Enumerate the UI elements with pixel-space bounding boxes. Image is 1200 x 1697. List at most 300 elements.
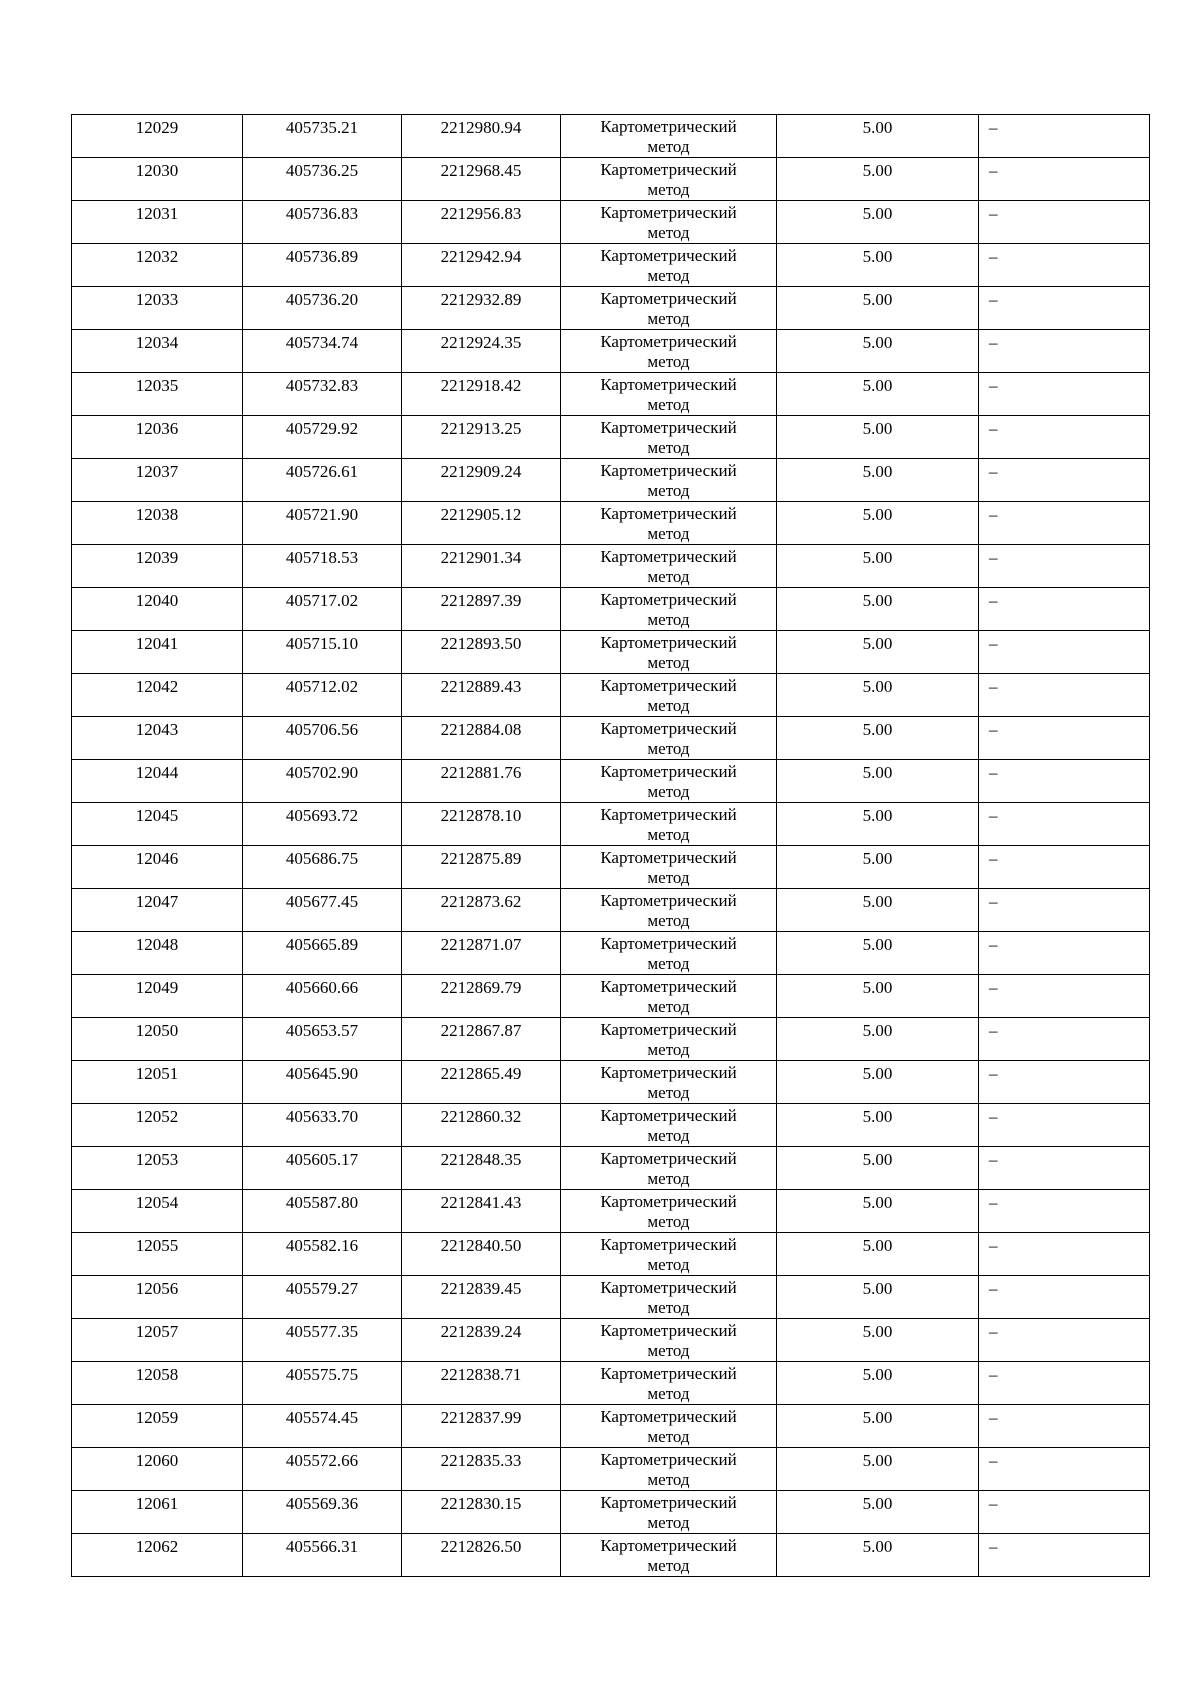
y-coordinate-cell: 2212837.99 <box>402 1405 561 1448</box>
method-cell <box>561 674 777 717</box>
method-line-1: Картометрический <box>600 977 737 996</box>
method-line-2: метод <box>647 911 690 930</box>
point-number-cell: 12042 <box>72 674 243 717</box>
x-coordinate-cell: 405715.10 <box>243 631 402 674</box>
y-coordinate-cell: 2212869.79 <box>402 975 561 1018</box>
table-row <box>72 244 1150 287</box>
x-coordinate-cell: 405660.66 <box>243 975 402 1018</box>
method-cell <box>561 1405 777 1448</box>
method-cell <box>561 502 777 545</box>
x-coordinate-cell: 405734.74 <box>243 330 402 373</box>
accuracy-cell: 5.00 <box>777 717 979 760</box>
method-cell <box>561 631 777 674</box>
method-line-2: метод <box>647 868 690 887</box>
point-number-cell: 12046 <box>72 846 243 889</box>
method-cell <box>561 1061 777 1104</box>
table-row <box>72 975 1150 1018</box>
y-coordinate-cell: 2212924.35 <box>402 330 561 373</box>
method-line-2: метод <box>647 1427 690 1446</box>
accuracy-cell: 5.00 <box>777 545 979 588</box>
y-coordinate-cell: 2212901.34 <box>402 545 561 588</box>
method-cell <box>561 1362 777 1405</box>
x-coordinate-cell: 405736.20 <box>243 287 402 330</box>
table-row <box>72 846 1150 889</box>
point-number-cell: 12036 <box>72 416 243 459</box>
method-line-2: метод <box>647 524 690 543</box>
method-line-2: метод <box>647 782 690 801</box>
x-coordinate-cell: 405569.36 <box>243 1491 402 1534</box>
y-coordinate-cell: 2212980.94 <box>402 115 561 158</box>
table-row <box>72 1362 1150 1405</box>
accuracy-cell: 5.00 <box>777 975 979 1018</box>
point-number-cell: 12053 <box>72 1147 243 1190</box>
method-line-1: Картометрический <box>600 1106 737 1125</box>
method-line-2: метод <box>647 1298 690 1317</box>
accuracy-cell: 5.00 <box>777 760 979 803</box>
accuracy-cell: 5.00 <box>777 459 979 502</box>
description-cell: – <box>979 1319 1150 1362</box>
table-row <box>72 932 1150 975</box>
method-line-2: метод <box>647 1169 690 1188</box>
table-row <box>72 1147 1150 1190</box>
table-row <box>72 201 1150 244</box>
x-coordinate-cell: 405653.57 <box>243 1018 402 1061</box>
accuracy-cell: 5.00 <box>777 416 979 459</box>
table-row <box>72 158 1150 201</box>
method-line-2: метод <box>647 1556 690 1575</box>
method-cell <box>561 1491 777 1534</box>
description-cell: – <box>979 1491 1150 1534</box>
method-cell <box>561 1534 777 1577</box>
description-cell: – <box>979 932 1150 975</box>
coordinates-table <box>71 114 1150 1577</box>
y-coordinate-cell: 2212848.35 <box>402 1147 561 1190</box>
x-coordinate-cell: 405736.83 <box>243 201 402 244</box>
method-line-1: Картометрический <box>600 332 737 351</box>
table-row <box>72 1319 1150 1362</box>
x-coordinate-cell: 405718.53 <box>243 545 402 588</box>
point-number-cell: 12062 <box>72 1534 243 1577</box>
table-row <box>72 1491 1150 1534</box>
method-line-1: Картометрический <box>600 1235 737 1254</box>
x-coordinate-cell: 405582.16 <box>243 1233 402 1276</box>
method-line-1: Картометрический <box>600 289 737 308</box>
y-coordinate-cell: 2212830.15 <box>402 1491 561 1534</box>
method-cell <box>561 545 777 588</box>
method-cell <box>561 1276 777 1319</box>
method-cell <box>561 459 777 502</box>
method-line-1: Картометрический <box>600 160 737 179</box>
method-cell <box>561 588 777 631</box>
method-line-2: метод <box>647 352 690 371</box>
y-coordinate-cell: 2212875.89 <box>402 846 561 889</box>
method-line-2: метод <box>647 266 690 285</box>
table-row <box>72 373 1150 416</box>
point-number-cell: 12037 <box>72 459 243 502</box>
description-cell: – <box>979 373 1150 416</box>
accuracy-cell: 5.00 <box>777 932 979 975</box>
x-coordinate-cell: 405605.17 <box>243 1147 402 1190</box>
y-coordinate-cell: 2212865.49 <box>402 1061 561 1104</box>
description-cell: – <box>979 760 1150 803</box>
accuracy-cell: 5.00 <box>777 631 979 674</box>
description-cell: – <box>979 975 1150 1018</box>
y-coordinate-cell: 2212838.71 <box>402 1362 561 1405</box>
accuracy-cell: 5.00 <box>777 1491 979 1534</box>
method-cell <box>561 1104 777 1147</box>
point-number-cell: 12059 <box>72 1405 243 1448</box>
y-coordinate-cell: 2212840.50 <box>402 1233 561 1276</box>
table-row <box>72 674 1150 717</box>
x-coordinate-cell: 405717.02 <box>243 588 402 631</box>
method-line-2: метод <box>647 1040 690 1059</box>
y-coordinate-cell: 2212839.24 <box>402 1319 561 1362</box>
method-line-1: Картометрический <box>600 1407 737 1426</box>
y-coordinate-cell: 2212905.12 <box>402 502 561 545</box>
x-coordinate-cell: 405575.75 <box>243 1362 402 1405</box>
table-row <box>72 1233 1150 1276</box>
accuracy-cell: 5.00 <box>777 158 979 201</box>
method-line-1: Картометрический <box>600 590 737 609</box>
table-row <box>72 631 1150 674</box>
method-line-2: метод <box>647 653 690 672</box>
accuracy-cell: 5.00 <box>777 1018 979 1061</box>
table-row <box>72 1104 1150 1147</box>
point-number-cell: 12052 <box>72 1104 243 1147</box>
point-number-cell: 12041 <box>72 631 243 674</box>
table-row <box>72 1018 1150 1061</box>
y-coordinate-cell: 2212889.43 <box>402 674 561 717</box>
method-line-1: Картометрический <box>600 117 737 136</box>
point-number-cell: 12060 <box>72 1448 243 1491</box>
y-coordinate-cell: 2212913.25 <box>402 416 561 459</box>
table-row <box>72 416 1150 459</box>
x-coordinate-cell: 405566.31 <box>243 1534 402 1577</box>
description-cell: – <box>979 1233 1150 1276</box>
method-line-2: метод <box>647 1470 690 1489</box>
description-cell: – <box>979 631 1150 674</box>
method-line-1: Картометрический <box>600 1364 737 1383</box>
method-line-2: метод <box>647 567 690 586</box>
method-cell <box>561 1147 777 1190</box>
method-cell <box>561 201 777 244</box>
method-line-2: метод <box>647 1126 690 1145</box>
description-cell: – <box>979 1147 1150 1190</box>
method-line-2: метод <box>647 825 690 844</box>
method-cell <box>561 158 777 201</box>
y-coordinate-cell: 2212884.08 <box>402 717 561 760</box>
method-line-2: метод <box>647 997 690 1016</box>
point-number-cell: 12049 <box>72 975 243 1018</box>
x-coordinate-cell: 405686.75 <box>243 846 402 889</box>
y-coordinate-cell: 2212878.10 <box>402 803 561 846</box>
point-number-cell: 12055 <box>72 1233 243 1276</box>
table-row <box>72 889 1150 932</box>
accuracy-cell: 5.00 <box>777 803 979 846</box>
accuracy-cell: 5.00 <box>777 1534 979 1577</box>
point-number-cell: 12048 <box>72 932 243 975</box>
x-coordinate-cell: 405721.90 <box>243 502 402 545</box>
x-coordinate-cell: 405736.89 <box>243 244 402 287</box>
method-line-1: Картометрический <box>600 203 737 222</box>
method-line-2: метод <box>647 739 690 758</box>
accuracy-cell: 5.00 <box>777 287 979 330</box>
x-coordinate-cell: 405726.61 <box>243 459 402 502</box>
point-number-cell: 12043 <box>72 717 243 760</box>
method-line-2: метод <box>647 1083 690 1102</box>
x-coordinate-cell: 405633.70 <box>243 1104 402 1147</box>
description-cell: – <box>979 674 1150 717</box>
description-cell: – <box>979 416 1150 459</box>
y-coordinate-cell: 2212826.50 <box>402 1534 561 1577</box>
point-number-cell: 12033 <box>72 287 243 330</box>
method-cell <box>561 1448 777 1491</box>
y-coordinate-cell: 2212968.45 <box>402 158 561 201</box>
x-coordinate-cell: 405693.72 <box>243 803 402 846</box>
point-number-cell: 12056 <box>72 1276 243 1319</box>
method-line-2: метод <box>647 395 690 414</box>
accuracy-cell: 5.00 <box>777 502 979 545</box>
method-line-2: метод <box>647 223 690 242</box>
description-cell: – <box>979 803 1150 846</box>
y-coordinate-cell: 2212881.76 <box>402 760 561 803</box>
method-cell <box>561 846 777 889</box>
accuracy-cell: 5.00 <box>777 846 979 889</box>
y-coordinate-cell: 2212867.87 <box>402 1018 561 1061</box>
accuracy-cell: 5.00 <box>777 330 979 373</box>
point-number-cell: 12040 <box>72 588 243 631</box>
method-line-1: Картометрический <box>600 805 737 824</box>
description-cell: – <box>979 244 1150 287</box>
description-cell: – <box>979 889 1150 932</box>
method-line-1: Картометрический <box>600 719 737 738</box>
description-cell: – <box>979 502 1150 545</box>
method-line-1: Картометрический <box>600 1192 737 1211</box>
point-number-cell: 12061 <box>72 1491 243 1534</box>
method-line-2: метод <box>647 610 690 629</box>
description-cell: – <box>979 1190 1150 1233</box>
x-coordinate-cell: 405587.80 <box>243 1190 402 1233</box>
accuracy-cell: 5.00 <box>777 889 979 932</box>
method-cell <box>561 373 777 416</box>
description-cell: – <box>979 115 1150 158</box>
method-line-2: метод <box>647 1513 690 1532</box>
method-line-1: Картометрический <box>600 246 737 265</box>
method-line-2: метод <box>647 180 690 199</box>
description-cell: – <box>979 1276 1150 1319</box>
accuracy-cell: 5.00 <box>777 1276 979 1319</box>
x-coordinate-cell: 405579.27 <box>243 1276 402 1319</box>
description-cell: – <box>979 330 1150 373</box>
accuracy-cell: 5.00 <box>777 1104 979 1147</box>
accuracy-cell: 5.00 <box>777 1448 979 1491</box>
accuracy-cell: 5.00 <box>777 588 979 631</box>
method-line-1: Картометрический <box>600 375 737 394</box>
accuracy-cell: 5.00 <box>777 1190 979 1233</box>
method-cell <box>561 975 777 1018</box>
method-cell <box>561 760 777 803</box>
point-number-cell: 12047 <box>72 889 243 932</box>
y-coordinate-cell: 2212873.62 <box>402 889 561 932</box>
y-coordinate-cell: 2212841.43 <box>402 1190 561 1233</box>
point-number-cell: 12030 <box>72 158 243 201</box>
point-number-cell: 12054 <box>72 1190 243 1233</box>
accuracy-cell: 5.00 <box>777 201 979 244</box>
method-line-1: Картометрический <box>600 461 737 480</box>
description-cell: – <box>979 588 1150 631</box>
method-cell <box>561 1190 777 1233</box>
description-cell: – <box>979 1405 1150 1448</box>
method-line-2: метод <box>647 481 690 500</box>
method-line-2: метод <box>647 1255 690 1274</box>
table-row <box>72 115 1150 158</box>
y-coordinate-cell: 2212839.45 <box>402 1276 561 1319</box>
method-line-2: метод <box>647 309 690 328</box>
description-cell: – <box>979 1104 1150 1147</box>
method-line-1: Картометрический <box>600 1321 737 1340</box>
method-line-1: Картометрический <box>600 547 737 566</box>
table-row <box>72 760 1150 803</box>
accuracy-cell: 5.00 <box>777 1319 979 1362</box>
method-line-1: Картометрический <box>600 676 737 695</box>
point-number-cell: 12039 <box>72 545 243 588</box>
table-row <box>72 1534 1150 1577</box>
y-coordinate-cell: 2212897.39 <box>402 588 561 631</box>
point-number-cell: 12038 <box>72 502 243 545</box>
method-line-2: метод <box>647 1212 690 1231</box>
table-row <box>72 717 1150 760</box>
method-line-1: Картометрический <box>600 762 737 781</box>
accuracy-cell: 5.00 <box>777 1147 979 1190</box>
y-coordinate-cell: 2212871.07 <box>402 932 561 975</box>
method-line-1: Картометрический <box>600 891 737 910</box>
y-coordinate-cell: 2212956.83 <box>402 201 561 244</box>
point-number-cell: 12035 <box>72 373 243 416</box>
table-row <box>72 287 1150 330</box>
x-coordinate-cell: 405706.56 <box>243 717 402 760</box>
method-cell <box>561 717 777 760</box>
method-cell <box>561 287 777 330</box>
method-line-1: Картометрический <box>600 934 737 953</box>
method-line-2: метод <box>647 696 690 715</box>
point-number-cell: 12057 <box>72 1319 243 1362</box>
method-cell <box>561 1319 777 1362</box>
description-cell: – <box>979 545 1150 588</box>
method-cell <box>561 330 777 373</box>
table-row <box>72 330 1150 373</box>
table-row <box>72 1061 1150 1104</box>
x-coordinate-cell: 405645.90 <box>243 1061 402 1104</box>
point-number-cell: 12045 <box>72 803 243 846</box>
x-coordinate-cell: 405574.45 <box>243 1405 402 1448</box>
accuracy-cell: 5.00 <box>777 1233 979 1276</box>
x-coordinate-cell: 405677.45 <box>243 889 402 932</box>
x-coordinate-cell: 405572.66 <box>243 1448 402 1491</box>
point-number-cell: 12058 <box>72 1362 243 1405</box>
table-row <box>72 588 1150 631</box>
table-row <box>72 1276 1150 1319</box>
method-cell <box>561 932 777 975</box>
table-row <box>72 803 1150 846</box>
point-number-cell: 12031 <box>72 201 243 244</box>
table-row <box>72 545 1150 588</box>
point-number-cell: 12034 <box>72 330 243 373</box>
accuracy-cell: 5.00 <box>777 1061 979 1104</box>
x-coordinate-cell: 405729.92 <box>243 416 402 459</box>
method-cell <box>561 803 777 846</box>
method-line-1: Картометрический <box>600 1450 737 1469</box>
point-number-cell: 12032 <box>72 244 243 287</box>
description-cell: – <box>979 459 1150 502</box>
method-cell <box>561 1233 777 1276</box>
y-coordinate-cell: 2212860.32 <box>402 1104 561 1147</box>
method-cell <box>561 115 777 158</box>
accuracy-cell: 5.00 <box>777 674 979 717</box>
table-row <box>72 1405 1150 1448</box>
accuracy-cell: 5.00 <box>777 244 979 287</box>
x-coordinate-cell: 405577.35 <box>243 1319 402 1362</box>
method-line-2: метод <box>647 1341 690 1360</box>
method-line-1: Картометрический <box>600 1063 737 1082</box>
method-line-1: Картометрический <box>600 1536 737 1555</box>
y-coordinate-cell: 2212932.89 <box>402 287 561 330</box>
table-row <box>72 1190 1150 1233</box>
point-number-cell: 12051 <box>72 1061 243 1104</box>
accuracy-cell: 5.00 <box>777 115 979 158</box>
method-line-1: Картометрический <box>600 1149 737 1168</box>
table-row <box>72 1448 1150 1491</box>
table-row <box>72 502 1150 545</box>
method-line-1: Картометрический <box>600 1278 737 1297</box>
accuracy-cell: 5.00 <box>777 1405 979 1448</box>
x-coordinate-cell: 405732.83 <box>243 373 402 416</box>
y-coordinate-cell: 2212909.24 <box>402 459 561 502</box>
table-row <box>72 459 1150 502</box>
y-coordinate-cell: 2212893.50 <box>402 631 561 674</box>
description-cell: – <box>979 1448 1150 1491</box>
x-coordinate-cell: 405735.21 <box>243 115 402 158</box>
method-cell <box>561 889 777 932</box>
accuracy-cell: 5.00 <box>777 1362 979 1405</box>
method-line-2: метод <box>647 1384 690 1403</box>
description-cell: – <box>979 717 1150 760</box>
y-coordinate-cell: 2212835.33 <box>402 1448 561 1491</box>
x-coordinate-cell: 405712.02 <box>243 674 402 717</box>
description-cell: – <box>979 846 1150 889</box>
method-cell <box>561 1018 777 1061</box>
point-number-cell: 12029 <box>72 115 243 158</box>
method-line-1: Картометрический <box>600 418 737 437</box>
coordinates-table-body <box>72 115 1150 1577</box>
x-coordinate-cell: 405736.25 <box>243 158 402 201</box>
method-line-2: метод <box>647 137 690 156</box>
method-line-2: метод <box>647 438 690 457</box>
method-line-2: метод <box>647 954 690 973</box>
x-coordinate-cell: 405702.90 <box>243 760 402 803</box>
method-line-1: Картометрический <box>600 504 737 523</box>
method-cell <box>561 416 777 459</box>
method-line-1: Картометрический <box>600 633 737 652</box>
description-cell: – <box>979 1018 1150 1061</box>
y-coordinate-cell: 2212918.42 <box>402 373 561 416</box>
x-coordinate-cell: 405665.89 <box>243 932 402 975</box>
method-cell <box>561 244 777 287</box>
description-cell: – <box>979 1534 1150 1577</box>
description-cell: – <box>979 158 1150 201</box>
point-number-cell: 12044 <box>72 760 243 803</box>
description-cell: – <box>979 287 1150 330</box>
y-coordinate-cell: 2212942.94 <box>402 244 561 287</box>
